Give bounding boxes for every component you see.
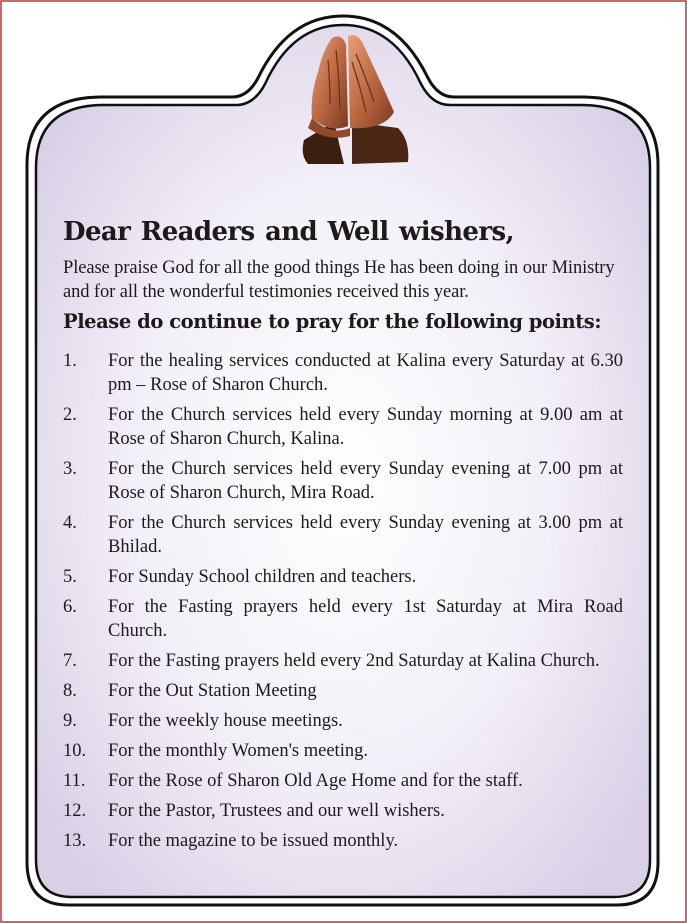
- prayer-point: [63, 403, 623, 451]
- prayer-point: [63, 349, 623, 397]
- point-number: 6.: [63, 597, 77, 617]
- point-text: For the Church services held every Sunday evening at 3.00 pm at Bhilad.: [108, 513, 623, 557]
- point-number: 9.: [63, 711, 77, 731]
- point-text: For the magazine to be issued monthly.: [108, 831, 399, 851]
- point-number: 8.: [63, 681, 77, 701]
- prayer-points-heading: Please do continue to pray for the following points:: [63, 310, 602, 333]
- point-number: 11.: [63, 771, 86, 791]
- point-text: For Sunday School children and teachers.: [108, 567, 417, 587]
- point-text: For the Rose of Sharon Old Age Home and for the staff.: [108, 771, 523, 791]
- point-text: For the monthly Women's meeting.: [108, 741, 368, 761]
- letter: [63, 214, 623, 859]
- point-number: 10.: [63, 741, 87, 761]
- prayer-point: [63, 799, 623, 823]
- point-number: 2.: [63, 405, 77, 425]
- point-text: For the Church services held every Sunday evening at 7.00 pm at Rose of Sharon Church, Mira Road.: [108, 459, 623, 503]
- point-number: 12.: [63, 801, 87, 821]
- prayer-point: [63, 595, 623, 643]
- point-text: For the weekly house meetings.: [108, 711, 343, 731]
- prayer-point: [63, 829, 623, 853]
- prayer-point: [63, 511, 623, 559]
- point-text: For the Fasting prayers held every 2nd Saturday at Kalina Church.: [108, 651, 600, 671]
- prayer-point: [63, 769, 623, 793]
- prayer-point: [63, 565, 623, 589]
- point-number: 1.: [63, 351, 77, 371]
- prayer-point: [63, 739, 623, 763]
- prayer-point: [63, 709, 623, 733]
- prayer-points-list: [63, 349, 623, 853]
- point-text: For the healing services conducted at Kalina every Saturday at 6.30 pm – Rose of Sharon Church.: [108, 351, 623, 395]
- prayer-point: [63, 649, 623, 673]
- letter-intro: Please praise God for all the good things He has been doing in our Ministry and for all the wonderful testimonies received this year.: [63, 258, 615, 302]
- point-text: For the Pastor, Trustees and our well wishers.: [108, 801, 445, 821]
- point-number: 13.: [63, 831, 87, 851]
- point-number: 7.: [63, 651, 77, 671]
- point-number: 4.: [63, 513, 77, 533]
- point-text: For the Church services held every Sunday morning at 9.00 am at Rose of Sharon Church, Kalina.: [108, 405, 623, 449]
- point-number: 3.: [63, 459, 77, 479]
- prayer-point: [63, 457, 623, 505]
- point-text: For the Fasting prayers held every 1st Saturday at Mira Road Church.: [108, 597, 623, 641]
- prayer-point: [63, 679, 623, 703]
- point-text: For the Out Station Meeting: [108, 681, 317, 701]
- point-number: 5.: [63, 567, 77, 587]
- letter-heading: Dear Readers and Well wishers,: [63, 217, 514, 247]
